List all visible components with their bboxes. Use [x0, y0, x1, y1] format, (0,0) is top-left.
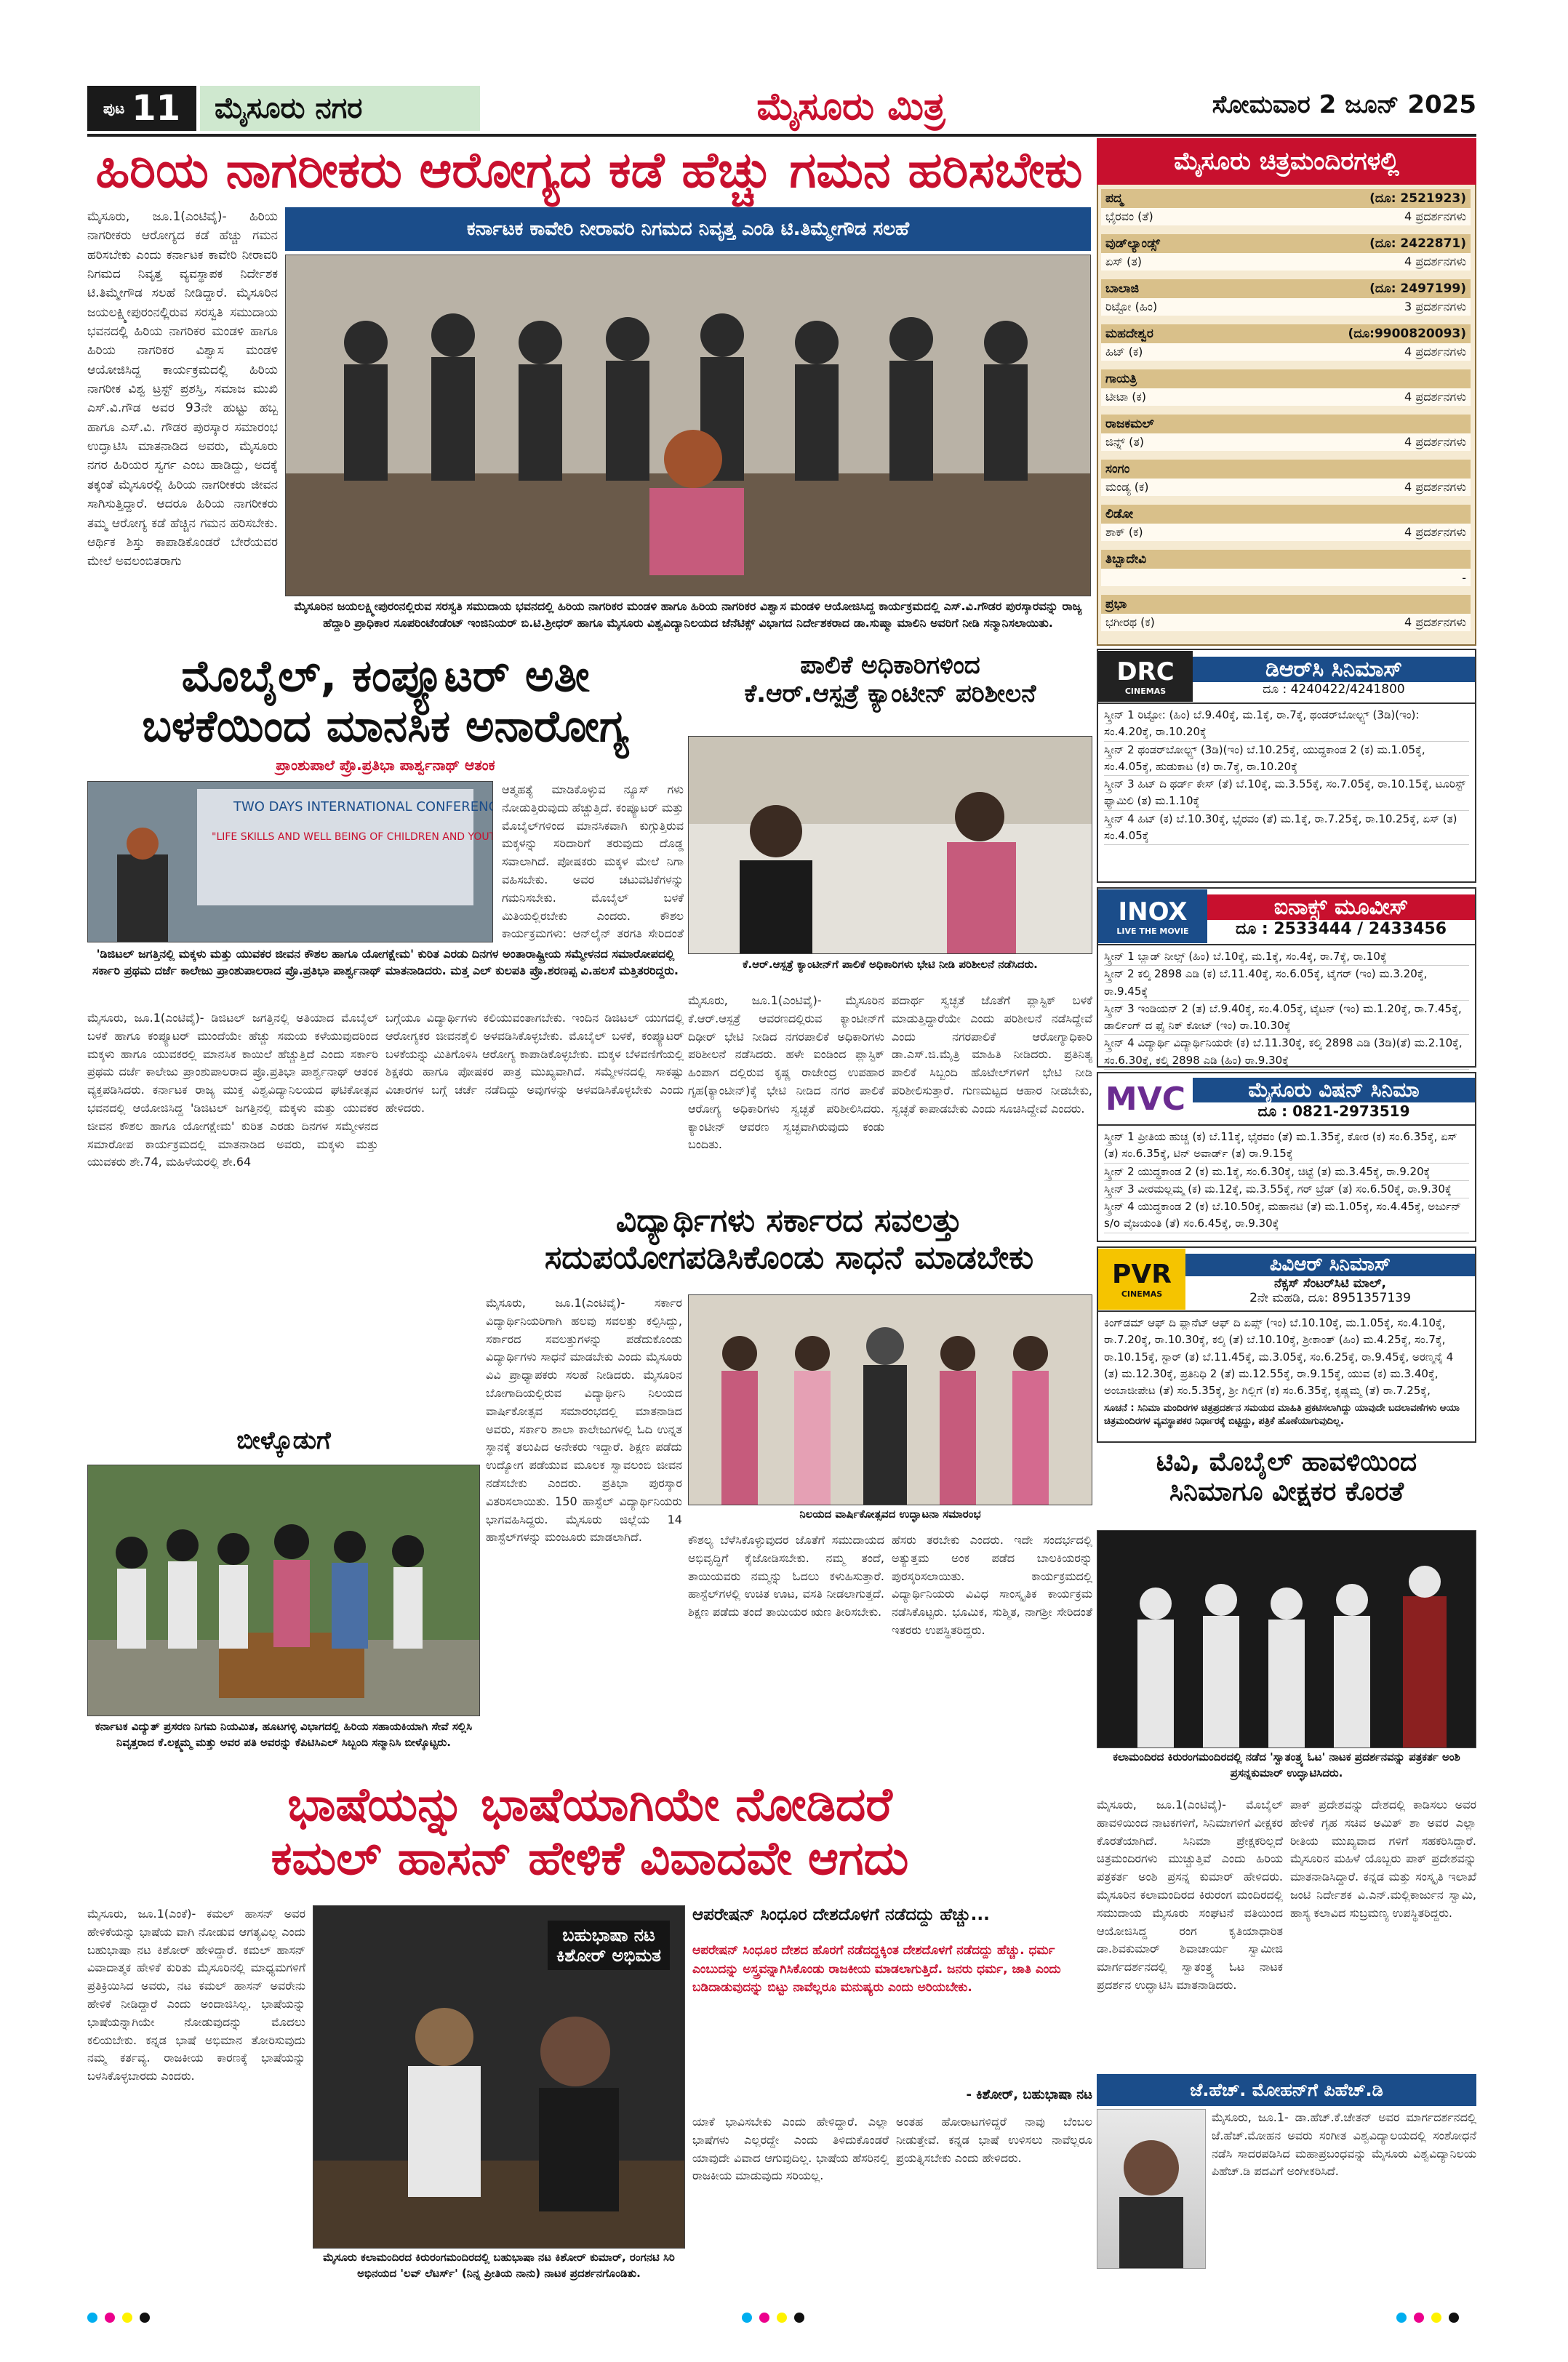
issue-date: ಸೋಮವಾರ 2 ಜೂನ್ 2025 — [1212, 90, 1476, 119]
page-number: 11 — [132, 88, 181, 129]
theatre-shows: 4 ಪ್ರದರ್ಶನಗಳು — [1404, 255, 1466, 268]
screen-listing: ಸ್ಕ್ರೀನ್ 1 ಪ್ರೀತಿಯ ಹುಚ್ಚ (ಕ) ಬೆ.11ಕ್ಕೆ, ಭೈರವಂ (ತೆ) ಮ.1.35ಕ್ಕೆ, ಕೋರ (ಕ) ಸಂ.6.35ಕ್ಕೆ, ಏಸ್ (ತ) ಸಂ.6.35ಕ್ಕೆ, ಟಿನ್ ಅವಾರ್ಡ್ (ತ) ರಾ.9.15ಕ್ಕೆ — [1104, 1129, 1469, 1164]
inox-screens — [1098, 945, 1475, 1073]
inox-name: ಐನಾಕ್ಸ್ ಮೂವೀಸ್ — [1207, 894, 1475, 920]
screen-listing: ಸ್ಕ್ರೀನ್ 3 ಇಂಡಿಯನ್ 2 (ತ) ಬೆ.9.40ಕ್ಕೆ, ಸಂ.4.05ಕ್ಕೆ, ಟೈಟನ್ (ಇಂ) ಮ.1.20ಕ್ಕೆ, ರಾ.7.45ಕ್ಕೆ, ಡಾರ್ಲಿಂಗ್ ದ ಫೈ ನಿಕ್ ಕೋಟ್ (ಇಂ) ರಾ.10.30ಕ್ಕೆ — [1104, 1001, 1469, 1036]
theatre-row — [1101, 460, 1471, 496]
screen-listing: ಸ್ಕ್ರೀನ್ 2 ಯುದ್ಧಕಾಂಡ 2 (ಕ) ಮ.1ಕ್ಕೆ, ಸಂ.6.30ಕ್ಕೆ, ಚಿಟ್ಟೆ (ತ) ಮ.3.45ಕ್ಕೆ, ರಾ.9.20ಕ್ಕೆ — [1104, 1164, 1469, 1181]
theatre-movie: ಏಸ್ (ತ) — [1105, 255, 1143, 268]
theatre-show — [1101, 433, 1471, 451]
theatre-shows: 4 ಪ್ರದರ್ಶನಗಳು — [1404, 345, 1466, 359]
theatre-name — [1101, 550, 1471, 569]
theatre-name — [1101, 460, 1471, 479]
story6-headline-2: ಸಿನಿಮಾಗೂ ವೀಕ್ಷಕರ ಕೊರತೆ — [1169, 1477, 1404, 1508]
story3-col1: ಮೈಸೂರು, ಜೂ.1(ಎಂಟಿವೈ)- ಮೈಸೂರಿನ ಕೆ.ಆರ್.ಆಸ್ಪತ್ರೆ ಆವರಣದಲ್ಲಿರುವ ಕ್ಯಾಂಟೀನ್‌ಗೆ ದಿಢೀರ್ ಭೇಟಿ ನೀಡಿದ ನಗರಪಾಲಿಕೆ ಅಧಿಕಾರಿಗಳು ಪರಿಶೀಲನೆ ನಡೆಸಿದರು. ಹಳೇ ಐಂಡಿಂದ ಪ್ಲಾಸ್ಟಿಕ್ ಹಿಂಪಾಗ ದಲ್ಲಿರುವ ಕೃಷ್ಣ ರಾಜೇಂದ್ರ ಉಪಹಾರ ಗೃಹ(ಕ್ಯಾಂಟೀನ್)ಕ್ಕೆ ಭೇಟಿ ನೀಡಿದ ನಗರ ಪಾಲಿಕೆ ಆರೋಗ್ಯ ಅಧಿಕಾರಿಗಳು ಸ್ವಚ್ಛತೆ ಪರಿಶೀಲಿಸಿದರು. ಕ್ಯಾಂಟೀನ್ ಆವರಣ ಸ್ವಚ್ಛವಾಗಿರುವುದು ಕಂಡು ಬಂದಿತು. — [688, 993, 884, 1152]
theatre-show — [1101, 298, 1471, 316]
screen-listing: ಸ್ಕ್ರೀನ್ 3 ಹಿಟ್ ದಿ ಥರ್ಡ್ ಕೇಸ್ (ತೆ) ಬೆ.10ಕ್ಕೆ, ಮ.3.55ಕ್ಕೆ, ಸಂ.7.05ಕ್ಕೆ, ರಾ.10.15ಕ್ಕೆ, ಟೂರಿಸ್ಟ್ ಫ್ಯಾಮಿಲಿ (ತ) ಮ.1.10ಕ್ಕೆ — [1104, 776, 1469, 811]
pvr-listing: ಕಿಂಗ್‌ಡಮ್ ಆಫ್ ದಿ ಪ್ಲಾನೆಟ್ ಆಫ್ ದಿ ಏಪ್ಸ್ (ಇಂ) ಬೆ.10.10ಕ್ಕೆ, ಮ.1.05ಕ್ಕೆ, ಸಂ.4.10ಕ್ಕೆ, ರಾ.7.20ಕ್ಕೆ, ರಾ.10.30ಕ್ಕೆ, ಕಲ್ಕಿ (ತೆ) ಬೆ.10.10ಕ್ಕೆ, ಶ್ರೀಕಾಂತ್ (ಹಿಂ) ಮ.4.25ಕ್ಕೆ, ಸಂ.7ಕ್ಕೆ, ರಾ.10.15ಕ್ಕೆ, ಸ್ಟಾರ್ (ತ) ಬೆ.11.45ಕ್ಕೆ, ಮ.3.05ಕ್ಕೆ, ಸಂ.6.25ಕ್ಕೆ, ರಾ.9.45ಕ್ಕೆ, ಅರಣ್ಮನೈ 4 (ತ) ಮ.12.30ಕ್ಕೆ, ಪ್ರತಿನಿಧಿ 2 (ತೆ) ಮ.12.55ಕ್ಕೆ, ರಾ.9.15ಕ್ಕೆ, ಯುವ (ಕ) ಮ.3.40ಕ್ಕೆ, ಅಂಬಾಜೀಪೇಟ (ತೆ) ಸಂ.5.35ಕ್ಕೆ, ಶ್ರೀ ಗಿಲ್ಲಿಗೆ (ಕ) ಸಂ.6.35ಕ್ಕೆ, ಕೃಷ್ಣಮ್ಮ (ತೆ) ರಾ.7.25ಕ್ಕೆ, — [1104, 1316, 1454, 1397]
theatre-name — [1101, 415, 1471, 433]
story3-headline-2: ಕೆ.ಆರ್.ಆಸ್ಪತ್ರೆ ಕ್ಯಾಂಟೀನ್ ಪರಿಶೀಲನೆ — [744, 679, 1036, 709]
story4-caption: ನಿಲಯದ ವಾರ್ಷಿಕೋತ್ಸವದ ಉದ್ಘಾಟನಾ ಸಮಾರಂಭ — [799, 1508, 981, 1521]
theatre-shows: 4 ಪ್ರದರ್ಶನಗಳು — [1404, 615, 1466, 629]
theatre-row — [1101, 595, 1471, 631]
theatre-name — [1101, 595, 1471, 614]
story2-headline-2: ಬಳಕೆಯಿಂದ ಮಾನಸಿಕ ಅನಾರೋಗ್ಯ — [142, 701, 629, 752]
theatre-show — [1101, 253, 1471, 271]
registration-dots-right — [1396, 2313, 1459, 2323]
theatre-movie: ರಿಟ್ಟೋ (ಹಿಂ) — [1105, 300, 1158, 313]
story4-col2: ಕೌಶಲ್ಯ ಬೆಳೆಸಿಕೊಳ್ಳುವುದರ ಜೊತೆಗೆ ಸಮುದಾಯದ ಅಭಿವೃದ್ಧಿಗೆ ಕೈಜೋಡಿಸಬೇಕು. ನಮ್ಮ ತಂದೆ, ತಾಯಿಯವರು ನಮ್ಮನ್ನು ಓದಲು ಕಳುಹಿಸುತ್ತಾರೆ. ಹಾಸ್ಟೆಲ್‌ಗಳಲ್ಲಿ ಉಚಿತ ಊಟ, ವಸತಿ ನೀಡಲಾಗುತ್ತದೆ. ಶಿಕ್ಷಣ ಪಡೆದು ತಂದೆ ತಾಯಿಯರ ಋಣ ತೀರಿಸಬೇಕು. — [688, 1533, 884, 1620]
story7-caption: ಮೈಸೂರು ಕಲಾಮಂದಿರದ ಕಿರುರಂಗಮಂದಿರದಲ್ಲಿ ಬಹುಭಾಷಾ ನಟ ಕಿಶೋರ್ ಕುಮಾರ್, ರಂಗನಟಿ ಸಿರಿ ಅಭಿನಯದ 'ಲವ್ ಲೆಟರ್ಸ್' (ನಿನ್ನ ಪ್ರೀತಿಯ ನಾನು) ನಾಟಕ ಪ್ರದರ್ಶನಗೊಂಡಿತು. — [323, 2251, 675, 2280]
drc-logo-sub: CINEMAS — [1124, 686, 1167, 696]
story2-headline-1: ಮೊಬೈಲ್, ಕಂಪ್ಯೂಟರ್ ಅತೀ — [181, 651, 590, 702]
mvc-phone: ದೂ : 0821-2973519 — [1257, 1102, 1410, 1120]
theatre-movie: ಟೀಟಾ (ಕ) — [1105, 390, 1146, 404]
story6-headline-1: ಟಿವಿ, ಮೊಬೈಲ್ ಹಾವಳಿಯಿಂದ — [1156, 1447, 1417, 1477]
drc-name: ಡಿಆರ್‌ಸಿ ಸಿನಿಮಾಸ್ — [1193, 657, 1475, 682]
theatre-shows: 3 ಪ್ರದರ್ಶನಗಳು — [1404, 300, 1466, 313]
story6-photo — [1097, 1530, 1476, 1748]
story7-photo — [313, 1905, 685, 2249]
screen-listing: ಸ್ಕ್ರೀನ್ 1 ರಿಟ್ಟೋ: (ಹಿಂ) ಬೆ.9.40ಕ್ಕೆ, ಮ.1ಕ್ಕೆ, ರಾ.7ಕ್ಕೆ, ಥಂಡರ್‌ಬೋಲ್ಟ್ಸ್ (3ಡಿ)(ಇಂ): ಸಂ.4.20ಕ್ಕೆ, ರಾ.10.20ಕ್ಕೆ — [1104, 707, 1469, 742]
theatre-row — [1101, 415, 1471, 451]
theatre-name — [1101, 369, 1471, 388]
story7-headline-1: ಭಾಷೆಯನ್ನು ಭಾಷೆಯಾಗಿಯೇ ನೋಡಿದರೆ — [287, 1778, 892, 1832]
pvr-logo-text: PVR — [1112, 1260, 1172, 1289]
screen-listing: ಸ್ಕ್ರೀನ್ 4 ವಿದ್ಯಾರ್ಥಿ ವಿದ್ಯಾರ್ಥಿನಿಯರೇ (ಕ) ಬೆ.11.30ಕ್ಕೆ, ಕಲ್ಕಿ 2898 ಎಡಿ (3ಡಿ)(ತೆ) ಮ.2.10ಕ್ಕೆ, ಸಂ.6.30ಕ್ಕೆ, ಕಲ್ಕಿ 2898 ಎಡಿ (ಹಿಂ) ರಾ.9.30ಕ್ಕೆ — [1104, 1035, 1469, 1070]
theatre-movie: ಭೈರವಂ (ತೆ) — [1105, 209, 1153, 223]
theatre-name — [1101, 234, 1471, 253]
theatre-show — [1101, 479, 1471, 496]
theatre-shows: 4 ಪ್ರದರ್ಶನಗಳು — [1404, 435, 1466, 449]
story1-photo — [285, 255, 1091, 596]
story7-quote-author: - ಕಿಶೋರ್, ಬಹುಭಾಷಾ ನಟ — [966, 2087, 1092, 2102]
mvc-cinema-box — [1097, 1072, 1476, 1242]
story6-col2: ಪಾಕ್ ಪ್ರದೇಶವನ್ನು ದೇಶದಲ್ಲಿ ಕಾಡಿಸಲು ಅವರ ಹೇಳಿಕೆ ಗೃಹ ಸಚಿವ ಅಮಿತ್ ಶಾ ಅವರ ಎಲ್ಲಾ ರೀತಿಯ ಮುಖ್ಯವಾದ ಗಳಿಗೆ ಸಹಕರಿಸಿದ್ದಾರೆ. ಮೈಸೂರಿನ ಮಹಿಳೆ ಯೊಬ್ಬರು ಪಾಕ್ ಪ್ರದೇಶವನ್ನು ಮಾತನಾಡಿಸಿದ್ದಾರೆ. ಕನ್ನಡ ಮತ್ತು ಸಂಸ್ಕೃತಿ ಇಲಾಖೆ ಜಂಟಿ ನಿರ್ದೇಶಕ ವಿ.ಎನ್.ಮಲ್ಲಿಕಾರ್ಜುನ ಸ್ವಾಮಿ, ಹಾಸ್ಯ ಕಲಾವಿದ ಸುಬ್ರಮಣ್ಯ ಉಪಸ್ಥಿತರಿದ್ದರು. — [1290, 1798, 1476, 1920]
theatre-row — [1101, 234, 1471, 271]
theatre-row — [1101, 369, 1471, 406]
pvr-name: ಪಿವಿಆರ್ ಸಿನಿಮಾಸ್ — [1185, 1254, 1475, 1276]
screen-listing: ಸ್ಕ್ರೀನ್ 1 ಬ್ಲಾಡ್ ನೀಲ್ಸ್ (ಹಿಂ) ಬೆ.10ಕ್ಕೆ, ಮ.1ಕ್ಕೆ, ಸಂ.4ಕ್ಕೆ, ರಾ.7ಕ್ಕೆ, ರಾ.10ಕ್ಕೆ — [1104, 948, 1469, 966]
theatre-name-text: ಬಾಲಾಜಿ — [1105, 281, 1140, 296]
story4-col1: ಮೈಸೂರು, ಜೂ.1(ಎಂಟಿವೈ)- ಸರ್ಕಾರ ವಿದ್ಯಾರ್ಥಿನಿಯರಿಗಾಗಿ ಹಲವು ಸವಲತ್ತು ಕಲ್ಪಿಸಿದ್ದು, ಸರ್ಕಾರದ ಸವಲತ್ತುಗಳನ್ನು ಪಡೆದುಕೊಂಡು ವಿದ್ಯಾರ್ಥಿಗಳು ಸಾಧನೆ ಮಾಡಬೇಕು ಎಂದು ಮೈಸೂರು ವಿವಿ ಪ್ರಾಧ್ಯಾಪಕರು ಸಲಹೆ ನೀಡಿದರು. ಮೈಸೂರಿನ ಬೋಗಾದಿಯಲ್ಲಿರುವ ವಿದ್ಯಾರ್ಥಿನಿ ನಿಲಯದ ವಾರ್ಷಿಕೋತ್ಸವ ಸಮಾರಂಭದಲ್ಲಿ ಮಾತನಾಡಿದ ಅವರು, ಸರ್ಕಾರಿ ಶಾಲಾ ಕಾಲೇಜುಗಳಲ್ಲಿ ಓದಿ ಉನ್ನತ ಸ್ಥಾನಕ್ಕೆ ತಲುಪಿದ ಅನೇಕರು ಇದ್ದಾರೆ. ಶಿಕ್ಷಣ ಪಡೆದು ಉದ್ಯೋಗ ಪಡೆಯುವ ಮೂಲಕ ಸ್ವಾವಲಂಬಿ ಜೀವನ ನಡೆಸಬೇಕು ಎಂದರು. ಪ್ರತಿಭಾ ಪುರಸ್ಕಾರ ವಿತರಿಸಲಾಯಿತು. 150 ಹಾಸ್ಟೆಲ್ ವಿದ್ಯಾರ್ಥಿನಿಯರು ಭಾಗವಹಿಸಿದ್ದರು. ಮೈಸೂರು ಜಿಲ್ಲೆಯ 14 ಹಾಸ್ಟೆಲ್‌ಗಳನ್ನು ಮಂಜೂರು ಮಾಡಲಾಗಿದೆ. — [486, 1296, 682, 1545]
theatre-show — [1101, 569, 1471, 586]
pvr-phone: 2ನೇ ಮಹಡಿ, ದೂ: 8951357139 — [1249, 1290, 1411, 1305]
theatre-movie: ಭಗೀರಥ (ಕ) — [1105, 615, 1155, 629]
theatre-movie: ಹಿಟ್ (ಕ) — [1105, 345, 1143, 359]
inox-cinema-box — [1097, 887, 1476, 1068]
story2-col-right: ಆತ್ಮಹತ್ಯೆ ಮಾಡಿಕೊಳ್ಳುವ ನ್ಯೂಸ್ ಗಳು ನೋಡುತ್ತಿರುವುದು ಹೆಚ್ಚುತ್ತಿದೆ. ಕಂಪ್ಯೂಟರ್ ಮತ್ತು ಮೊಬೈಲ್‌ಗಳಿಂದ ಮಾನಸಿಕವಾಗಿ ಕುಗ್ಗುತ್ತಿರುವ ಮಕ್ಕಳನ್ನು ಸರಿದಾರಿಗೆ ತರುವುದು ದೊಡ್ಡ ಸವಾಲಾಗಿದೆ. ಪೋಷಕರು ಮಕ್ಕಳ ಮೇಲೆ ನಿಗಾ ವಹಿಸಬೇಕು. ಅವರ ಚಟುವಟಿಕೆಗಳನ್ನು ಗಮನಿಸಬೇಕು. ಮೊಬೈಲ್ ಬಳಕೆ ಮಿತಿಯಲ್ಲಿರಬೇಕು ಎಂದರು. ಕೌಶಲ ಕಾರ್ಯಕ್ರಮಗಳು: ಆನ್‌ಲೈನ್ ತರಗತಿ ಸೇರಿದಂತೆ — [502, 782, 684, 941]
pvr-note: ಸೂಚನೆ : ಸಿನಿಮಾ ಮಂದಿರಗಳ ಚಿತ್ರಪ್ರದರ್ಶನ ಸಮಯದ ಮಾಹಿತಿ ಪ್ರಕಟಿಸಲಾಗಿದ್ದು ಯಾವುದೇ ಬದಲಾವಣೆಗಳು ಆಯಾ ಚಿತ್ರಮಂದಿರಗಳ ವ್ಯವಸ್ಥಾಪಕರ ನಿರ್ಧಾರಕ್ಕೆ ಬಿಟ್ಟಿದ್ದು, ಪತ್ರಿಕೆ ಹೊಣೆಯಾಗುವುದಿಲ್ಲ. — [1104, 1403, 1460, 1428]
theatre-row — [1101, 505, 1471, 541]
header-rule — [87, 134, 1476, 137]
story6-caption: ಕಲಾಮಂದಿರದ ಕಿರುರಂಗಮಂದಿರದಲ್ಲಿ ನಡೆದ 'ಸ್ವಾತಂತ್ರ್ಯ ಓಟ' ನಾಟಕ ಪ್ರದರ್ಶನವನ್ನು ಪತ್ರಕರ್ತ ಅಂಶಿ ಪ್ರಸನ್ನಕುಮಾರ್ ಉದ್ಘಾಟಿಸಿದರು. — [1113, 1750, 1460, 1779]
theatre-name — [1101, 279, 1471, 298]
theatre-rows — [1097, 188, 1476, 644]
story7-photo-label-1: ಬಹುಭಾಷಾ ನಟ — [562, 1925, 655, 1945]
theatre-phone: (ದೂ: 2497199) — [1369, 281, 1466, 296]
theatre-show — [1101, 208, 1471, 225]
theatre-phone: (ದೂ:9900820093) — [1348, 327, 1466, 341]
theatre-name-text: ವುಡ್‌ಲ್ಯಾಂಡ್ಸ್ — [1105, 236, 1161, 251]
story7-photo-label-2: ಕಿಶೋರ್ ಅಭಿಮತ — [556, 1945, 661, 1966]
story7-col3: ಅಂತಹ ಹೋರಾಟಗಳಿದ್ದರೆ ನಾವು ಬೆಂಬಲ ನೀಡುತ್ತೇವೆ. ಕನ್ನಡ ಭಾಷೆ ಉಳಿಸಲು ನಾವೆಲ್ಲರೂ ಪ್ರಯತ್ನಿಸಬೇಕು ಎಂದು ಹೇಳಿದರು. — [896, 2115, 1092, 2165]
theatre-name-text: ಲಿಡೋ — [1105, 507, 1134, 521]
story5-caption: ಕರ್ನಾಟಕ ವಿದ್ಯುತ್ ಪ್ರಸರಣ ನಿಗಮ ನಿಯಮಿತ, ಹೂಟಗಳ್ಳಿ ವಿಭಾಗದಲ್ಲಿ ಹಿರಿಯ ಸಹಾಯಕಿಯಾಗಿ ಸೇವೆ ಸಲ್ಲಿಸಿ ನಿವೃತ್ತರಾದ ಕೆ.ಲಕ್ಷ್ಮಮ್ಮ ಮತ್ತು ಅವರ ಪತಿ ಅವರನ್ನು ಕೆಪಿಟಿಸಿಎಲ್ ಸಿಬ್ಬಂದಿ ಸನ್ಮಾನಿಸಿ ಬೀಳ್ಕೊಟ್ಟರು. — [95, 1720, 473, 1749]
section-label: ಮೈಸೂರು ನಗರ — [200, 86, 480, 131]
drc-screens — [1098, 704, 1475, 848]
theatre-title: ಮೈಸೂರು ಚಿತ್ರಮಂದಿರಗಳಲ್ಲಿ — [1097, 138, 1476, 185]
drc-cinema-box — [1097, 649, 1476, 883]
story8-body: ಮೈಸೂರು, ಜೂ.1- ಡಾ.ಹೆಚ್.ಕೆ.ಚೇತನ್ ಅವರ ಮಾರ್ಗದರ್ಶನದಲ್ಲಿ ಜೆ.ಹೆಚ್.ಮೋಹನ ಅವರು ಸಂಗೀತ ವಿಶ್ವವಿದ್ಯಾಲಯದಲ್ಲಿ ಸಂಶೋಧನೆ ನಡೆಸಿ ಸಾದರಪಡಿಸಿದ ಮಹಾಪ್ರಬಂಧವನ್ನು ಮೈಸೂರು ವಿಶ್ವವಿದ್ಯಾನಿಲಯ ಪಿಹೆಚ್.ಡಿ ಪದವಿಗೆ ಅಂಗೀಕರಿಸಿದೆ. — [1212, 2110, 1476, 2179]
theatre-shows: 4 ಪ್ರದರ್ಶನಗಳು — [1404, 390, 1466, 404]
story2-col-bottom2: ಬಗ್ಗೆಯೂ ವಿದ್ಯಾರ್ಥಿಗಳು ಕಲಿಯುವಂತಾಗಬೇಕು. ಇಂದಿನ ಡಿಜಿಟಲ್ ಯುಗದಲ್ಲಿ ಆರೋಗ್ಯಕರ ಜೀವನಶೈಲಿ ಅಳವಡಿಸಿಕೊಳ್ಳಬೇಕು. ಮೊಬೈಲ್ ಬಳಕೆ, ಕಂಪ್ಯೂಟರ್ ಬಳಕೆಯನ್ನು ಮಿತಿಗೊಳಿಸಿ ಆರೋಗ್ಯ ಕಾಪಾಡಿಕೊಳ್ಳಬೇಕು. ಮಕ್ಕಳ ಬೆಳವಣಿಗೆಯಲ್ಲಿ ಶಿಕ್ಷಕರು ಹಾಗೂ ಪೋಷಕರ ಪಾತ್ರ ಮುಖ್ಯವಾಗಿದೆ. ಸಮ್ಮೇಳನದಲ್ಲಿ ಸಾಕಷ್ಟು ವಿಚಾರಗಳ ಬಗ್ಗೆ ಚರ್ಚೆ ನಡೆದಿದ್ದು ಅವುಗಳನ್ನು ಅಳವಡಿಸಿಕೊಳ್ಳಬೇಕು ಎಂದು ಹೇಳಿದರು. — [385, 1011, 684, 1115]
story7-headline-2: ಕಮಲ್ ಹಾಸನ್ ಹೇಳಿಕೆ ವಿವಾದವೇ ಆಗದು — [271, 1831, 909, 1886]
theatre-name-text: ರಾಜಕಮಲ್ — [1105, 417, 1154, 431]
theatre-shows: - — [1462, 570, 1466, 585]
theatre-name-text: ತಿಬ್ಬಾದೇವಿ — [1105, 552, 1147, 567]
theatre-show — [1101, 614, 1471, 631]
story3-caption: ಕೆ.ಆರ್.ಆಸ್ಪತ್ರೆ ಕ್ಯಾಂಟೀನ್‌ಗೆ ಪಾಲಿಕೆ ಅಧಿಕಾರಿಗಳು ಭೇಟಿ ನೀಡಿ ಪರಿಶೀಲನೆ ನಡೆಸಿದರು. — [743, 958, 1038, 971]
mvc-screens — [1098, 1126, 1475, 1236]
screen-listing: ಸ್ಕ್ರೀನ್ 4 ಹಿಟ್ (ಕ) ಬೆ.10.30ಕ್ಕೆ, ಭೈರವಂ (ತೆ) ಮ.1ಕ್ಕೆ, ರಾ.7.25ಕ್ಕೆ, ರಾ.10.25ಕ್ಕೆ, ಏಸ್ (ತ) ಸಂ.4.05ಕ್ಕೆ — [1104, 811, 1469, 846]
story1-banner: ಕರ್ನಾಟಕ ಕಾವೇರಿ ನೀರಾವರಿ ನಿಗಮದ ನಿವೃತ್ತ ಎಂಡಿ ಟಿ.ತಿಮ್ಮೇಗೌಡ ಸಲಹೆ — [285, 207, 1091, 251]
story7-quote-title: ಆಪರೇಷನ್ ಸಿಂಧೂರ ದೇಶದೊಳಗೆ ನಡೆದದ್ದು ಹೆಚ್ಚು... — [692, 1905, 990, 1924]
drc-logo-text: DRC — [1116, 657, 1175, 686]
pvr-sub: ನೆಕ್ಸಸ್ ಸೆಂಟರ್‌ಸಿಟಿ ಮಾಲ್, — [1274, 1276, 1386, 1291]
story3-photo — [688, 736, 1092, 954]
registration-dots-left — [87, 2313, 150, 2323]
story8-portrait — [1097, 2109, 1206, 2269]
inox-logo-sub: LIVE THE MOVIE — [1116, 926, 1189, 936]
theatre-show — [1101, 388, 1471, 406]
theatre-movie: ಮಂಡ್ಯ (ಕ) — [1105, 480, 1149, 494]
theatre-name-text: ಪದ್ಮ — [1105, 191, 1124, 206]
story2-col-bottom1: ಮೈಸೂರು, ಜೂ.1(ಎಂಟಿವೈ)- ಡಿಜಿಟಲ್ ಜಗತ್ತಿನಲ್ಲಿ ಅತಿಯಾದ ಮೊಬೈಲ್ ಬಳಕೆ ಹಾಗೂ ಕಂಪ್ಯೂಟರ್ ಮುಂದೆಯೇ ಹೆಚ್ಚು ಸಮಯ ಕಳೆಯುವುದರಿಂದ ಮಕ್ಕಳು ಹಾಗೂ ಯುವಕರಲ್ಲಿ ಮಾನಸಿಕ ಕಾಯಿಲೆ ಹೆಚ್ಚುತ್ತಿದೆ ಎಂದು ಸರ್ಕಾರಿ ಪ್ರಥಮ ದರ್ಜೆ ಕಾಲೇಜು ಪ್ರಾಂಶುಪಾಲರಾದ ಪ್ರೊ.ಪ್ರತಿಭಾ ಪಾರ್ಶ್ವನಾಥ್ ಆತಂಕ ವ್ಯಕ್ತಪಡಿಸಿದರು. ಕರ್ನಾಟಕ ರಾಜ್ಯ ಮುಕ್ತ ವಿಶ್ವವಿದ್ಯಾನಿಲಯದ ಘಟಿಕೋತ್ಸವ ಭವನದಲ್ಲಿ ಆಯೋಜಿಸಿದ್ದ 'ಡಿಜಿಟಲ್ ಜಗತ್ತಿನಲ್ಲಿ ಮಕ್ಕಳು ಮತ್ತು ಯುವಕರ ಜೀವನ ಕೌಶಲ ಹಾಗೂ ಯೋಗಕ್ಷೇಮ' ಕುರಿತ ಎರಡು ದಿನಗಳ ಸಮ್ಮೇಳನದ ಸಮಾರೋಪ ಕಾರ್ಯಕ್ರಮದಲ್ಲಿ ಮಾತನಾಡಿದ ಅವರು, ಮಕ್ಕಳು ಮತ್ತು ಯುವಕರು ಶೇ.74, ಮಹಿಳೆಯರಲ್ಲಿ ಶೇ.64 — [87, 1011, 378, 1169]
story4-photo — [688, 1294, 1092, 1505]
mvc-name: ಮೈಸೂರು ವಿಷನ್ ಸಿನಿಮಾ — [1193, 1078, 1475, 1102]
story2-subhead: ಪ್ರಾಂಶುಪಾಲೆ ಪ್ರೊ.ಪ್ರತಿಭಾ ಪಾರ್ಶ್ವನಾಥ್ ಆತಂಕ — [276, 756, 495, 774]
masthead: ಮೈಸೂರು ಮಿತ್ರ — [756, 84, 945, 129]
theatre-row — [1101, 279, 1471, 316]
story7-quote-body: ಆಪರೇಷನ್ ಸಿಂಧೂರ ದೇಶದ ಹೊರಗೆ ನಡೆದದ್ದಕ್ಕಿಂತ ದೇಶದೊಳಗೆ ನಡೆದದ್ದು ಹೆಚ್ಚು. ಧರ್ಮ ಎಂಬುದನ್ನು ಅಸ್ತ್ರವನ್ನಾಗಿಸಿಕೊಂಡು ರಾಜಕೀಯ ಮಾಡಲಾಗುತ್ತಿದೆ. ಜನರು ಧರ್ಮ, ಜಾತಿ ಎಂದು ಬಡಿದಾಡುವುದನ್ನು ಬಿಟ್ಟು ನಾವೆಲ್ಲರೂ ಮನುಷ್ಯರು ಎಂದು ಅರಿಯಬೇಕು. — [692, 1943, 1061, 1995]
theatre-name-text: ಸಂಗಂ — [1105, 462, 1130, 476]
inox-phone: ದೂ : 2533444 / 2433456 — [1235, 920, 1447, 938]
story4-headline-2: ಸದುಪಯೋಗಪಡಿಸಿಕೊಂಡು ಸಾಧನೆ ಮಾಡಬೇಕು — [544, 1238, 1034, 1276]
drc-logo-icon — [1098, 651, 1193, 702]
story1-headline: ಹಿರಿಯ ನಾಗರೀಕರು ಆರೋಗ್ಯದ ಕಡೆ ಹೆಚ್ಚು ಗಮನ ಹರಿಸಬೇಕು — [95, 141, 1083, 199]
theatre-movie: ಜಿನ್ನ್ (ತ) — [1105, 435, 1145, 449]
theatre-row — [1101, 324, 1471, 361]
pvr-cinema-box — [1097, 1246, 1476, 1443]
pvr-logo-icon — [1098, 1249, 1185, 1310]
theatre-name-text: ಮಹದೇಶ್ವರ — [1105, 327, 1153, 341]
pvr-logo-sub: CINEMAS — [1121, 1289, 1163, 1299]
story3-headline-1: ಪಾಲಿಕೆ ಅಧಿಕಾರಿಗಳಿಂದ — [800, 651, 980, 680]
story4-headline-1: ವಿದ್ಯಾರ್ಥಿಗಳು ಸರ್ಕಾರದ ಸವಲತ್ತು — [615, 1202, 963, 1239]
story7-col1: ಮೈಸೂರು, ಜೂ.1(ಎಂಕೆ)- ಕಮಲ್ ಹಾಸನ್ ಅವರ ಹೇಳಿಕೆಯನ್ನು ಭಾಷೆಯ ವಾಗಿ ನೋಡುವ ಆಗತ್ಯವಿಲ್ಲ ಎಂದು ಬಹುಭಾಷಾ ನಟ ಕಿಶೋರ್ ಹೇಳಿದ್ದಾರೆ. ಕಮಲ್ ಹಾಸನ್ ವಿವಾದಾತ್ಮಕ ಹೇಳಿಕೆ ಕುರಿತು ಮೈಸೂರಿನಲ್ಲಿ ಮಾಧ್ಯಮಗಳಿಗೆ ಪ್ರತಿಕ್ರಿಯಿಸಿದ ಅವರು, ನಟ ಕಮಲ್ ಹಾಸನ್ ಅವರೇನು ಹೇಳಿಕೆ ನೀಡಿದ್ದಾರೆ ಎಂದು ಅಂದಾಜಿಸಿಲ್ಲ. ಭಾಷೆಯನ್ನು ಭಾಷೆಯನ್ನಾಗಿಯೇ ನೋಡುವುದನ್ನು ಮೊದಲು ಕಲಿಯಬೇಕು. ಕನ್ನಡ ಭಾಷೆ ಅಭಿಮಾನ ತೋರಿಸುವುದು ನಮ್ಮ ಕರ್ತವ್ಯ. ರಾಜಕೀಯ ಕಾರಣಕ್ಕೆ ಭಾಷೆಯನ್ನು ಬಳಸಿಕೊಳ್ಳಬಾರದು ಎಂದರು. — [87, 1907, 305, 2083]
story2-photo — [87, 781, 493, 942]
story2-caption: 'ಡಿಜಿಟಲ್ ಜಗತ್ತಿನಲ್ಲಿ ಮಕ್ಕಳು ಮತ್ತು ಯುವಕರ ಜೀವನ ಕೌಶಲ ಹಾಗೂ ಯೋಗಕ್ಷೇಮ' ಕುರಿತ ಎರಡು ದಿನಗಳ ಅಂತಾರಾಷ್ಟ್ರೀಯ ಸಮ್ಮೇಳನದ ಸಮಾರೋಪದಲ್ಲಿ ಸರ್ಕಾರಿ ಪ್ರಥಮ ದರ್ಜೆ ಕಾಲೇಜು ಪ್ರಾಂಶುಪಾಲರಾದ ಪ್ರೊ.ಪ್ರತಿಭಾ ಪಾರ್ಶ್ವನಾಥ್ ಮಾತನಾಡಿದರು. ಮತ್ತ ಎಲ್ ಕುಲಪತಿ ಪ್ರೊ.ಶರಣಪ್ಪ ವಿ.ಹಲಸೆ ಮತ್ತಿತರರಿದ್ದರು. — [92, 947, 679, 978]
theatre-movie: ಶಾಕ್ (ಕ) — [1105, 525, 1143, 539]
theatre-show — [1101, 524, 1471, 541]
screen-listing: ಸ್ಕ್ರೀನ್ 3 ವೀರಮಲ್ಲಮ್ಮ (ಕ) ಮ.12ಕ್ಕೆ, ಮ.3.55ಕ್ಕೆ, ಗರ್ ಬ್ರೆಡ್ (ತ) ಸಂ.6.50ಕ್ಕೆ, ರಾ.9.30ಕ್ಕೆ — [1104, 1181, 1469, 1198]
photo-banner-text: TWO DAYS INTERNATIONAL CONFERENCE — [233, 799, 492, 814]
story3-col2: ಪದಾರ್ಥ ಸ್ವಚ್ಛತೆ ಜೊತೆಗೆ ಪ್ಲಾಸ್ಟಿಕ್ ಬಳಕೆ ಮಾಡುತ್ತಿದ್ದಾರೆಯೇ ಎಂದು ಪರಿಶೀಲನೆ ನಡೆಸಿದ್ದೇವೆ ಎಂದು ನಗರಪಾಲಿಕೆ ಆರೋಗ್ಯಾಧಿಕಾರಿ ಡಾ.ಎಸ್.ಜಿ.ಮೈತ್ರಿ ಮಾಹಿತಿ ನೀಡಿದರು. ಪ್ರತಿನಿತ್ಯ ಪಾಲಿಕೆ ಸಿಬ್ಬಂದಿ ಹೊಟೇಲ್‌ಗಳಿಗೆ ಭೇಟಿ ನೀಡಿ ಪರಿಶೀಲಿಸುತ್ತಾರೆ. ಗುಣಮಟ್ಟದ ಆಹಾರ ನೀಡಬೇಕು, ಸ್ವಚ್ಛತೆ ಕಾಪಾಡಬೇಕು ಎಂದು ಸೂಚಿಸಿದ್ದೇವೆ ಎಂದರು. — [892, 993, 1092, 1116]
theatre-shows: 4 ಪ್ರದರ್ಶನಗಳು — [1404, 480, 1466, 494]
story6-col1: ಮೈಸೂರು, ಜೂ.1(ಎಂಟಿವೈ)- ಮೊಬೈಲ್ ಹಾವಳಿಯಿಂದ ನಾಟಕಗಳಿಗೆ, ಸಿನಿಮಾಗಳಿಗೆ ವೀಕ್ಷಕರ ಕೊರತೆಯಾಗಿದೆ. ಸಿನಿಮಾ ಪ್ರೇಕ್ಷಕರಿಲ್ಲದೆ ಚಿತ್ರಮಂದಿರಗಳು ಮುಚ್ಚುತ್ತಿವೆ ಎಂದು ಹಿರಿಯ ಪತ್ರಕರ್ತ ಅಂಶಿ ಪ್ರಸನ್ನ ಕುಮಾರ್ ಹೇಳಿದರು. ಮೈಸೂರಿನ ಕಲಾಮಂದಿರದ ಕಿರುರಂಗ ಮಂದಿರದಲ್ಲಿ ಸಮುದಾಯ ಮೈಸೂರು ಸಂಘಟನೆ ವತಿಯಿಂದ ಆಯೋಜಿಸಿದ್ದ ರಂಗ ಕೃತಿಯಾಧಾರಿತ ಡಾ.ಶಿವಕುಮಾರ್ ಶಿವಾಚಾರ್ಯ ಸ್ವಾಮೀಜಿ ಮಾರ್ಗದರ್ಶನದಲ್ಲಿ ಸ್ವಾತಂತ್ರ್ಯ ಓಟ ನಾಟಕ ಪ್ರದರ್ಶನ ಉದ್ಘಾಟಿಸಿ ಮಾತನಾಡಿದರು. — [1097, 1798, 1283, 1992]
story7-col2: ಯಾಕೆ ಭಾವಿಸಬೇಕು ಎಂದು ಹೇಳಿದ್ದಾರೆ. ಎಲ್ಲಾ ಭಾಷೆಗಳು ಎಲ್ಲರದ್ದೇ ಎಂದು ತಿಳಿದುಕೊಂಡರೆ ಯಾವುದೇ ವಿವಾದ ಆಗುವುದಿಲ್ಲ. ಭಾಷೆಯ ಹೆಸರಿನಲ್ಲಿ ರಾಜಕೀಯ ಮಾಡುವುದು ಸರಿಯಲ್ಲ. — [692, 2115, 889, 2183]
mvc-logo-icon: MVC — [1105, 1080, 1186, 1118]
theatre-show — [1101, 343, 1471, 361]
theatre-row — [1101, 550, 1471, 586]
story8-headline: ಜೆ.ಹೆಚ್. ಮೋಹನ್‌ಗೆ ಪಿಹೆಚ್.ಡಿ — [1097, 2074, 1476, 2106]
registration-dots-center — [742, 2313, 804, 2323]
theatre-name-text: ಗಾಯತ್ರಿ — [1105, 372, 1137, 386]
page-label: ಪುಟ — [103, 100, 125, 117]
theatre-name — [1101, 324, 1471, 343]
theatre-shows: 4 ಪ್ರದರ್ಶನಗಳು — [1404, 209, 1466, 223]
screen-listing: ಸ್ಕ್ರೀನ್ 4 ಯುದ್ಧಕಾಂಡ 2 (ಕ) ಬೆ.10.50ಕ್ಕೆ, ಮಹಾನಟಿ (ತೆ) ಮ.1.05ಕ್ಕೆ, ಸಂ.4.45ಕ್ಕೆ, ಅರ್ಜುನ್ s/o ವೈಜಯಂತಿ (ತೆ) ಸಂ.6.45ಕ್ಕೆ, ರಾ.9.30ಕ್ಕೆ — [1104, 1198, 1469, 1233]
screen-listing: ಸ್ಕ್ರೀನ್ 2 ಕಲ್ಕಿ 2898 ಎಡಿ (ಕ) ಬೆ.11.40ಕ್ಕೆ, ಸಂ.6.05ಕ್ಕೆ, ಟೈಗರ್ (ಇಂ) ಮ.3.20ಕ್ಕೆ, ರಾ.9.45ಕ್ಕೆ — [1104, 966, 1469, 1001]
theatre-shows: 4 ಪ್ರದರ್ಶನಗಳು — [1404, 525, 1466, 539]
theatre-phone: (ದೂ: 2521923) — [1369, 191, 1466, 206]
story1-caption: ಮೈಸೂರಿನ ಜಯಲಕ್ಷ್ಮೀಪುರಂನಲ್ಲಿರುವ ಸರಸ್ವತಿ ಸಮುದಾಯ ಭವನದಲ್ಲಿ ಹಿರಿಯ ನಾಗರಿಕರ ಮಂಡಳಿ ಹಾಗೂ ಹಿರಿಯ ನಾಗರಿಕರ ವಿಶ್ವಾಸ ಮಂಡಳಿ ಆಯೋಜಿಸಿದ್ದ ಕಾರ್ಯಕ್ರಮದಲ್ಲಿ ಎಸ್.ವಿ.ಗೌಡರ ಪುರಸ್ಕಾರವನ್ನು ರಾಜ್ಯ ಹೆದ್ದಾರಿ ಪ್ರಾಧಿಕಾರ ಸೂಪರಿಂಟೆಂಡೆಂಟ್ ಇಂಜಿನಿಯರ್ ಬಿ.ಟಿ.ಶ್ರೀಧರ್ ಹಾಗೂ ಮೈಸೂರು ವಿಶ್ವವಿದ್ಯಾನಿಲಯದ ಜೆನೆಟಿಕ್ಸ್ ವಿಭಾಗದ ನಿರ್ದೇಶಕರಾದ ಡಾ.ಸುಷ್ಮಾ ಮಾಲಿನಿ ಅವರಿಗೆ ನೀಡಿ ಸನ್ಮಾನಿಸಲಾಯಿತು. — [294, 599, 1082, 630]
photo-banner-text-2: "LIFE SKILLS AND WELL BEING OF CHILDREN AND YOUT — [212, 831, 492, 843]
theatre-phone: (ದೂ: 2422871) — [1369, 236, 1466, 251]
inox-logo-icon — [1098, 889, 1207, 943]
screen-listing: ಸ್ಕ್ರೀನ್ 2 ಥಂಡರ್‌ಬೋಲ್ಟ್ಸ್ (3ಡಿ)(ಇಂ) ಬೆ.10.25ಕ್ಕೆ, ಯುದ್ಧಕಾಂಡ 2 (ಕ) ಮ.1.05ಕ್ಕೆ, ಸಂ.4.05ಕ್ಕೆ, ಹುಡುಕಾಟ (ಕ) ರಾ.7ಕ್ಕೆ, ರಾ.10.20ಕ್ಕೆ — [1104, 742, 1469, 777]
story4-col3: ಹೆಸರು ತರಬೇಕು ಎಂದರು. ಇದೇ ಸಂದರ್ಭದಲ್ಲಿ ಅತ್ಯುತ್ತಮ ಅಂಕ ಪಡೆದ ಬಾಲಕಿಯರನ್ನು ಪುರಸ್ಕರಿಸಲಾಯಿತು. ಕಾರ್ಯಕ್ರಮದಲ್ಲಿ ವಿದ್ಯಾರ್ಥಿನಿಯರು ವಿವಿಧ ಸಾಂಸ್ಕೃತಿಕ ಕಾರ್ಯಕ್ರಮ ನಡೆಸಿಕೊಟ್ಟರು. ಭೂಮಿಕ, ಸುಶ್ಮಿತ, ನಾಗಶ್ರೀ ಸೇರಿದಂತೆ ಇತರರು ಉಪಸ್ಥಿತರಿದ್ದರು. — [892, 1533, 1092, 1637]
story1-col1: ಮೈಸೂರು, ಜೂ.1(ಎಂಟಿವೈ)- ಹಿರಿಯ ನಾಗರೀಕರು ಆರೋಗ್ಯದ ಕಡೆ ಹೆಚ್ಚು ಗಮನ ಹರಿಸಬೇಕು ಎಂದು ಕರ್ನಾಟಕ ಕಾವೇರಿ ನೀರಾವರಿ ನಿಗಮದ ನಿವೃತ್ತ ವ್ಯವಸ್ಥಾಪಕ ನಿರ್ದೇಶಕ ಟಿ.ತಿಮ್ಮೇಗೌಡ ಸಲಹೆ ನೀಡಿದ್ದಾರೆ. ಮೈಸೂರಿನ ಜಯಲಕ್ಷ್ಮೀಪುರಂನಲ್ಲಿರುವ ಸರಸ್ವತಿ ಸಮುದಾಯ ಭವನದಲ್ಲಿ ಹಿರಿಯ ನಾಗರಿಕರ ಮಂಡಳಿ ಹಾಗೂ ಹಿರಿಯ ನಾಗರಿಕರ ವಿಶ್ವಾಸ ಮಂಡಳಿ ಆಯೋಜಿಸಿದ್ದ ಕಾರ್ಯಕ್ರಮದಲ್ಲಿ ಹಿರಿಯ ನಾಗರೀಕ ವಿಶ್ವ ಟ್ರಸ್ಟ್ ಪ್ರಶಸ್ತಿ, ಸಮಾಜ ಮುಖಿ ಎಸ್.ವಿ.ಗೌಡ ಅವರ 93ನೇ ಹುಟ್ಟು ಹಬ್ಬ ಹಾಗೂ ಎಸ್.ವಿ. ಗೌಡರ ಪುರಸ್ಕಾರ ಸಮಾರಂಭ ಉದ್ಘಾಟಿಸಿ ಮಾತನಾಡಿದ ಅವರು, ಮೈಸೂರು ನಗರ ಹಿರಿಯರ ಸ್ವರ್ಗ ಎಂಬ ಹಾಡಿದ್ದು, ಅದಕ್ಕೆ ತಕ್ಕಂತೆ ಮೈಸೂರಲ್ಲಿ ಹಿರಿಯ ನಾಗರೀಕರು ಜೀವನ ಸಾಗಿಸುತ್ತಿದ್ದಾರೆ. ಆದರೂ ಹಿರಿಯ ನಾಗರೀಕರು ತಮ್ಮ ಆರೋಗ್ಯ ಕಡೆ ಹೆಚ್ಚಿನ ಗಮನ ಹರಿಸಬೇಕು. ಆರ್ಥಿಕ ಶಿಸ್ತು ಕಾಪಾಡಿಕೊಂಡರೆ ಬೇರೆಯವರ ಮೇಲೆ ಅವಲಂಬಿತರಾಗು — [87, 209, 278, 569]
theatre-row — [1101, 189, 1471, 225]
theatre-name-text: ಪ್ರಭಾ — [1105, 597, 1127, 612]
page-number-badge — [87, 86, 196, 131]
story5-photo — [87, 1465, 480, 1716]
drc-phone: ದೂ : 4240422/4241800 — [1263, 681, 1405, 697]
inox-logo-text: INOX — [1118, 897, 1188, 926]
story5-headline: ಬೀಳ್ಕೊಡುಗೆ — [236, 1426, 331, 1455]
theatre-name — [1101, 505, 1471, 524]
theatre-name — [1101, 189, 1471, 208]
